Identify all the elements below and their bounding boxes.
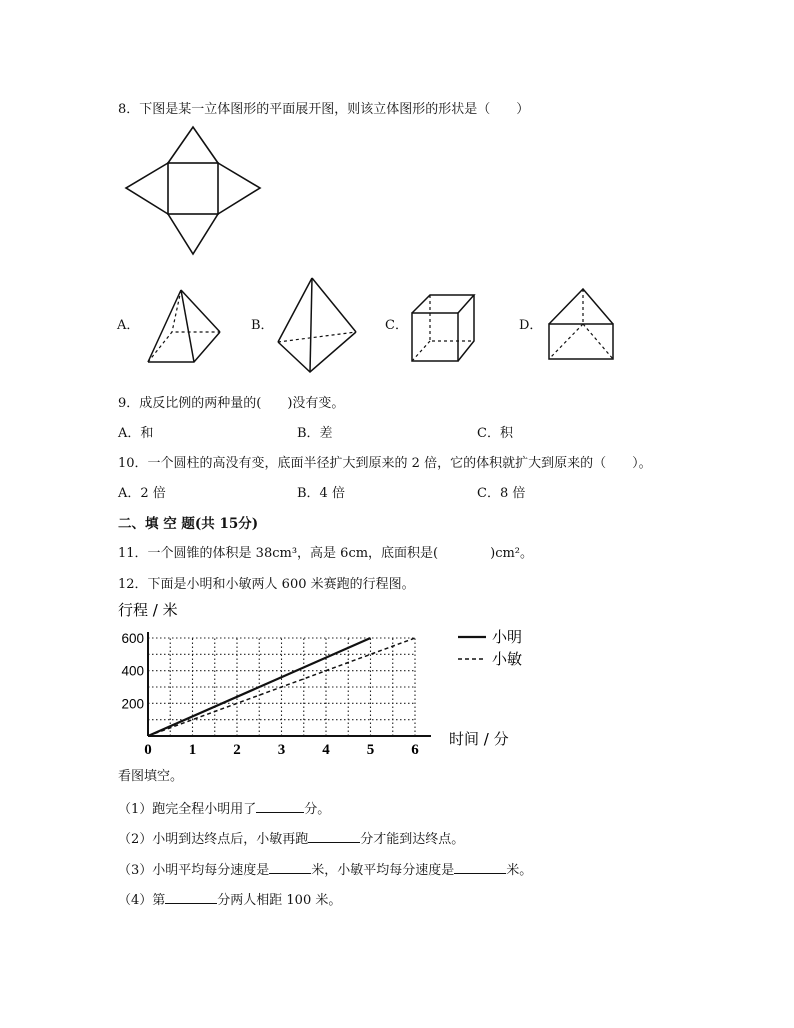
triangular-pyramid-icon xyxy=(276,276,360,376)
q12-sub-2 xyxy=(118,830,464,848)
q8-option-a[interactable]: A． xyxy=(117,318,140,333)
q12-sub-3 xyxy=(118,861,532,879)
section-title: 二、填 空 题(共 15分) xyxy=(118,516,259,532)
cube-icon xyxy=(410,293,476,365)
q12-sub-3-blank-2[interactable] xyxy=(454,861,506,874)
q12-sub-1-blank[interactable] xyxy=(256,800,304,813)
q12-stem: 12．下面是小明和小敏两人 600 米赛跑的行程图。 xyxy=(118,577,415,592)
q10-option-b[interactable]: B．4 倍 xyxy=(297,486,345,501)
x-tick-label: 6 xyxy=(411,742,419,758)
q11-text-b: )cm²。 xyxy=(490,546,534,561)
q12-sub-4-a: （4）第 xyxy=(118,893,166,908)
q8-option-d[interactable]: D． xyxy=(519,318,543,333)
x-tick-label: 5 xyxy=(366,742,375,758)
q10-stem: 10．一个圆柱的高没有变，底面半径扩大到原来的 2 倍，它的体积就扩大到原来的（ ）。 xyxy=(118,456,652,471)
q9-option-a[interactable]: A．和 xyxy=(118,426,154,441)
x-tick-label: 0 xyxy=(144,742,152,758)
q8-stem: 8．下图是某一立体图形的平面展开图，则该立体图形的形状是（ ） xyxy=(118,102,530,117)
distance-time-chart xyxy=(110,600,530,762)
net-diagram xyxy=(120,122,270,262)
y-tick-label: 200 xyxy=(121,696,144,712)
legend-label-2: 小敏 xyxy=(492,650,523,668)
q12-sub-1-a: （1）跑完全程小明用了 xyxy=(118,802,257,817)
q12-sub-4-b: 分两人相距 100 米。 xyxy=(217,893,342,908)
q9-stem: 9．成反比例的两种量的( )没有变。 xyxy=(118,396,345,411)
triangular-prism-icon xyxy=(546,286,618,362)
q10-option-c[interactable]: C．8 倍 xyxy=(477,486,526,501)
y-axis-label: 行程 / 米 xyxy=(118,601,178,619)
q12-sub-1 xyxy=(118,800,330,818)
q12-sub-3-a: （3）小明平均每分速度是 xyxy=(118,863,270,878)
q9-option-c[interactable]: C．积 xyxy=(477,426,513,441)
q12-sub-4-blank[interactable] xyxy=(165,891,217,904)
square-pyramid-icon xyxy=(145,287,225,367)
q11-text-a: 11．一个圆锥的体积是 38cm³，高是 6cm，底面积是( xyxy=(118,546,439,561)
legend-label-1: 小明 xyxy=(492,628,523,646)
q10-option-a[interactable]: A．2 倍 xyxy=(118,486,166,501)
q12-sub-3-blank-1[interactable] xyxy=(269,861,311,874)
x-tick-label: 1 xyxy=(188,742,197,758)
x-tick-label: 4 xyxy=(322,742,330,758)
q12-after-chart: 看图填空。 xyxy=(118,769,184,784)
q11-text xyxy=(118,546,533,562)
q12-sub-2-blank[interactable] xyxy=(308,830,360,843)
q9-option-b[interactable]: B．差 xyxy=(297,426,333,441)
x-tick-label: 2 xyxy=(233,742,241,758)
q8-option-b[interactable]: B． xyxy=(251,318,274,333)
q12-sub-2-b: 分才能到达终点。 xyxy=(360,832,465,847)
q8-option-c[interactable]: C． xyxy=(385,318,408,333)
x-axis-label: 时间 / 分 xyxy=(449,730,509,748)
q12-sub-4 xyxy=(118,891,341,909)
y-tick-label: 600 xyxy=(121,631,144,646)
x-tick-label: 3 xyxy=(277,742,286,758)
q12-sub-3-b: 米，小敏平均每分速度是 xyxy=(311,863,455,878)
q12-sub-1-b: 分。 xyxy=(304,802,331,817)
q12-sub-2-a: （2）小明到达终点后，小敏再跑 xyxy=(118,832,309,847)
q12-sub-3-c: 米。 xyxy=(506,863,533,878)
y-tick-label: 400 xyxy=(121,663,144,679)
